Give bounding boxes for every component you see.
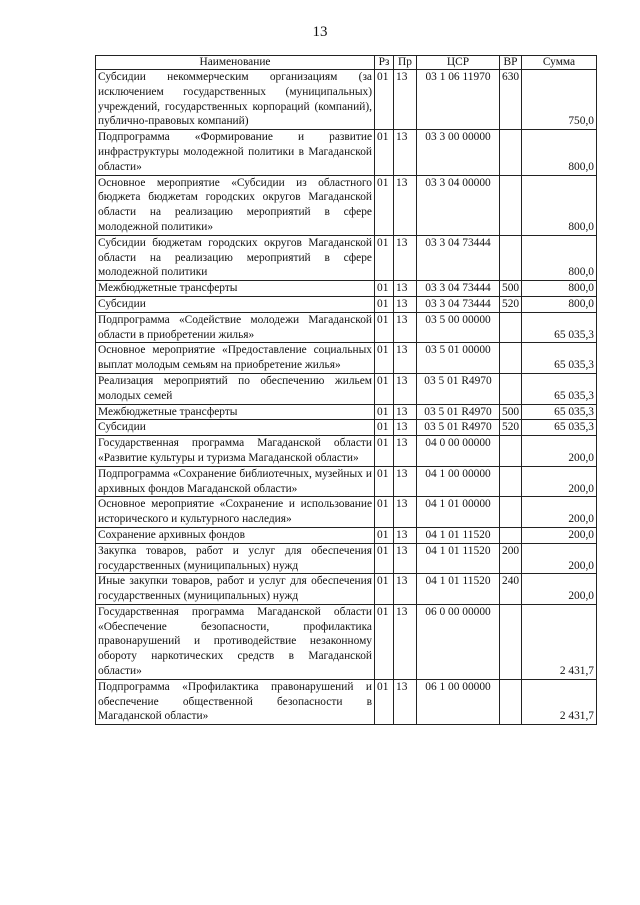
row-csr: 06 0 00 00000 [417, 604, 500, 679]
row-vr [500, 312, 522, 343]
table-row [96, 235, 597, 280]
table-row [96, 420, 597, 436]
row-csr: 03 5 01 R4970 [417, 373, 500, 404]
header-name: Наименование [96, 56, 375, 70]
row-rz: 01 [375, 235, 394, 280]
row-sum: 65 035,3 [522, 312, 597, 343]
row-sum: 200,0 [522, 574, 597, 605]
row-rz: 01 [375, 130, 394, 175]
row-pr: 13 [394, 420, 417, 436]
row-rz: 01 [375, 281, 394, 297]
table-row [96, 130, 597, 175]
row-sum: 800,0 [522, 175, 597, 235]
row-rz: 01 [375, 70, 394, 130]
row-csr: 03 3 00 00000 [417, 130, 500, 175]
row-name: Иные закупки товаров, работ и услуг для обеспечения государственных (муниципальных) нужд [96, 574, 375, 605]
row-vr [500, 343, 522, 374]
table-row [96, 527, 597, 543]
row-vr [500, 527, 522, 543]
row-rz: 01 [375, 543, 394, 574]
row-csr: 03 3 04 73444 [417, 235, 500, 280]
row-vr [500, 436, 522, 467]
row-name: Межбюджетные трансферты [96, 404, 375, 420]
row-csr: 03 3 04 73444 [417, 281, 500, 297]
table-row [96, 312, 597, 343]
header-pr: Пр [394, 56, 417, 70]
table-row [96, 543, 597, 574]
row-name: Основное мероприятие «Предоставление социальных выплат молодым семьям на приобретение жилья» [96, 343, 375, 374]
row-rz: 01 [375, 312, 394, 343]
row-rz: 01 [375, 373, 394, 404]
row-sum: 65 035,3 [522, 420, 597, 436]
row-name: Сохранение архивных фондов [96, 527, 375, 543]
row-sum: 200,0 [522, 466, 597, 497]
row-rz: 01 [375, 343, 394, 374]
row-csr: 04 1 01 11520 [417, 527, 500, 543]
row-pr: 13 [394, 679, 417, 724]
row-rz: 01 [375, 497, 394, 528]
row-name: Межбюджетные трансферты [96, 281, 375, 297]
row-sum: 65 035,3 [522, 373, 597, 404]
table-row [96, 175, 597, 235]
budget-table [95, 55, 597, 725]
page-number: 13 [312, 24, 328, 40]
row-rz: 01 [375, 679, 394, 724]
row-vr: 520 [500, 296, 522, 312]
row-csr: 03 3 04 73444 [417, 296, 500, 312]
header-rz: Рз [375, 56, 394, 70]
table-row [96, 466, 597, 497]
row-pr: 13 [394, 70, 417, 130]
table-row [96, 436, 597, 467]
row-csr: 04 1 01 11520 [417, 574, 500, 605]
table-row [96, 343, 597, 374]
row-sum: 200,0 [522, 436, 597, 467]
row-csr: 03 5 01 R4970 [417, 404, 500, 420]
row-sum: 800,0 [522, 130, 597, 175]
row-name: Субсидии некоммерческим организациям (за исключением государственных (муниципальных) учреждений, государственных корпораций (компаний), публично-правовых компаний) [96, 70, 375, 130]
row-vr [500, 466, 522, 497]
row-sum: 65 035,3 [522, 343, 597, 374]
row-name: Подпрограмма «Содействие молодежи Магаданской области в приобретении жилья» [96, 312, 375, 343]
row-sum: 800,0 [522, 296, 597, 312]
row-pr: 13 [394, 436, 417, 467]
row-vr: 200 [500, 543, 522, 574]
row-pr: 13 [394, 235, 417, 280]
row-vr [500, 130, 522, 175]
table-row [96, 373, 597, 404]
row-name: Субсидии [96, 296, 375, 312]
row-csr: 06 1 00 00000 [417, 679, 500, 724]
table-row [96, 404, 597, 420]
row-vr: 500 [500, 404, 522, 420]
row-vr [500, 373, 522, 404]
row-vr: 630 [500, 70, 522, 130]
row-name: Основное мероприятие «Субсидии из областного бюджета бюджетам городских округов Магаданской области на реализацию мероприятий в сфере молодежной политики» [96, 175, 375, 235]
row-name: Подпрограмма «Формирование и развитие инфраструктуры молодежной политики в Магаданской области» [96, 130, 375, 175]
table-row [96, 70, 597, 130]
row-vr [500, 497, 522, 528]
row-pr: 13 [394, 175, 417, 235]
row-rz: 01 [375, 604, 394, 679]
row-csr: 03 3 04 00000 [417, 175, 500, 235]
row-rz: 01 [375, 296, 394, 312]
table-row [96, 296, 597, 312]
row-vr [500, 679, 522, 724]
row-csr: 03 5 01 R4970 [417, 420, 500, 436]
row-vr [500, 175, 522, 235]
row-sum: 200,0 [522, 497, 597, 528]
row-pr: 13 [394, 527, 417, 543]
row-rz: 01 [375, 175, 394, 235]
row-sum: 65 035,3 [522, 404, 597, 420]
row-pr: 13 [394, 574, 417, 605]
row-rz: 01 [375, 420, 394, 436]
header-vr: ВР [500, 56, 522, 70]
row-csr: 03 5 01 00000 [417, 343, 500, 374]
table-row [96, 281, 597, 297]
header-csr: ЦСР [417, 56, 500, 70]
table-row [96, 497, 597, 528]
row-pr: 13 [394, 497, 417, 528]
row-pr: 13 [394, 604, 417, 679]
row-sum: 200,0 [522, 527, 597, 543]
row-pr: 13 [394, 296, 417, 312]
row-name: Закупка товаров, работ и услуг для обеспечения государственных (муниципальных) нужд [96, 543, 375, 574]
row-pr: 13 [394, 281, 417, 297]
row-sum: 750,0 [522, 70, 597, 130]
row-pr: 13 [394, 130, 417, 175]
row-name: Реализация мероприятий по обеспечению жильем молодых семей [96, 373, 375, 404]
table-row [96, 679, 597, 724]
row-name: Основное мероприятие «Сохранение и использование исторического и культурного наследия» [96, 497, 375, 528]
row-sum: 200,0 [522, 543, 597, 574]
row-rz: 01 [375, 527, 394, 543]
header-sum: Сумма [522, 56, 597, 70]
row-rz: 01 [375, 466, 394, 497]
table-header-row [96, 56, 597, 70]
row-vr [500, 235, 522, 280]
row-pr: 13 [394, 404, 417, 420]
table-row [96, 574, 597, 605]
row-csr: 04 1 01 11520 [417, 543, 500, 574]
row-pr: 13 [394, 466, 417, 497]
row-pr: 13 [394, 373, 417, 404]
row-sum: 2 431,7 [522, 604, 597, 679]
row-pr: 13 [394, 312, 417, 343]
row-pr: 13 [394, 343, 417, 374]
row-name: Государственная программа Магаданской области «Развитие культуры и туризма Магаданской области» [96, 436, 375, 467]
row-sum: 800,0 [522, 281, 597, 297]
row-vr: 520 [500, 420, 522, 436]
row-sum: 800,0 [522, 235, 597, 280]
row-sum: 2 431,7 [522, 679, 597, 724]
row-name: Государственная программа Магаданской области «Обеспечение безопасности, профилактика правонарушений и противодействие незаконному обороту наркотических средств в Магаданской области» [96, 604, 375, 679]
row-name: Субсидии бюджетам городских округов Магаданской области на реализацию мероприятий в сфере молодежной политики [96, 235, 375, 280]
row-csr: 04 1 01 00000 [417, 497, 500, 528]
row-vr: 240 [500, 574, 522, 605]
row-rz: 01 [375, 574, 394, 605]
row-name: Подпрограмма «Профилактика правонарушений и обеспечение общественной безопасности в Магаданской области» [96, 679, 375, 724]
row-rz: 01 [375, 436, 394, 467]
row-csr: 03 1 06 11970 [417, 70, 500, 130]
row-csr: 04 1 00 00000 [417, 466, 500, 497]
row-csr: 04 0 00 00000 [417, 436, 500, 467]
row-csr: 03 5 00 00000 [417, 312, 500, 343]
row-vr: 500 [500, 281, 522, 297]
table-row [96, 604, 597, 679]
row-name: Субсидии [96, 420, 375, 436]
row-name: Подпрограмма «Сохранение библиотечных, музейных и архивных фондов Магаданской области» [96, 466, 375, 497]
row-vr [500, 604, 522, 679]
row-rz: 01 [375, 404, 394, 420]
row-pr: 13 [394, 543, 417, 574]
